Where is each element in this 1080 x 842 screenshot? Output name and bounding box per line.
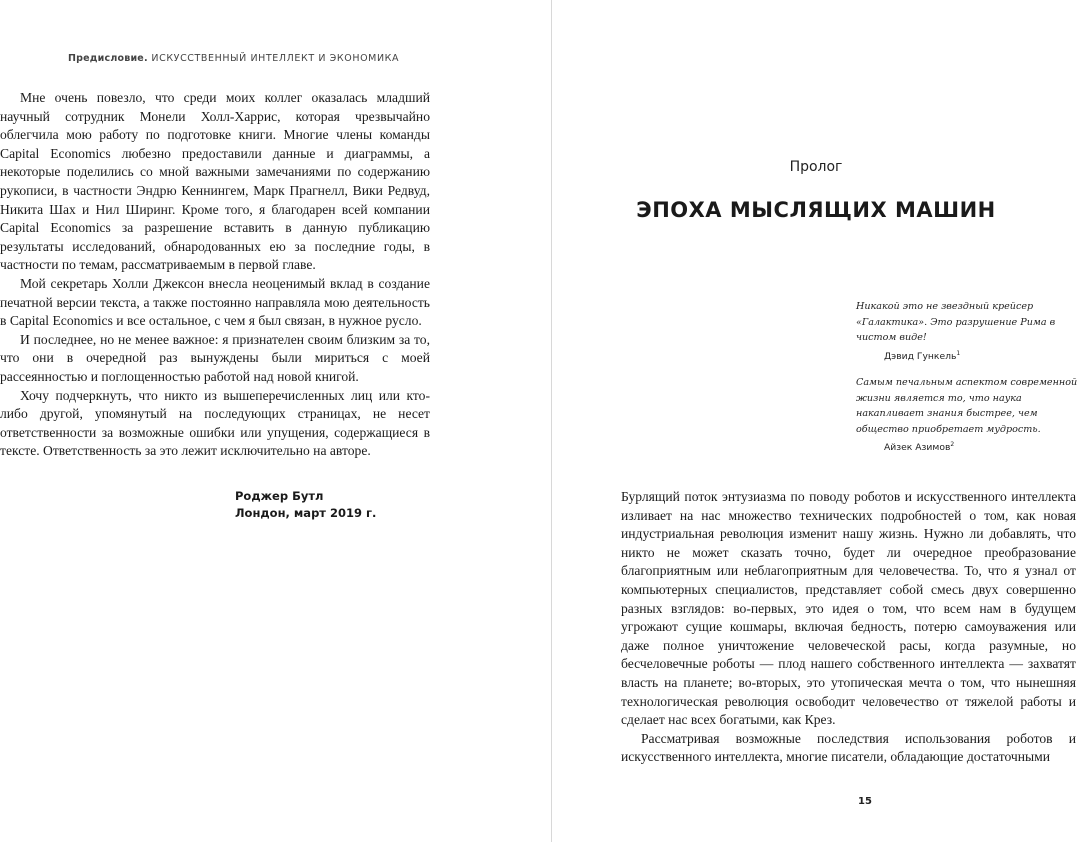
footnote-marker: 1: [956, 349, 961, 357]
epigraph-author-name: Айзек Азимов: [884, 442, 951, 454]
paragraph: Мне очень повезло, что среди моих коллег оказалась младший научный сотрудник Монели Холл-Харрис, которая чрезвычайно облегчила мою работу по подготовке книги. Многие члены команды Capital Economics любезно предоставили данные и диаграммы, а некоторые поделились со мной важными замечаниями по содержанию рукописи, в частности Эндрю Кеннингем, Марк Прагнелл, Вики Редвуд, Никита Шах и Нил Ширинг. Кроме того, я благодарен всей компании Capital Economics за разрешение вставить в данную публикацию результаты исследований, обнародованных ею за последние годы, в частности по темам, рассматриваемым в первой главе.: [0, 90, 430, 273]
left-body-text: [0, 89, 430, 461]
paragraph: И последнее, но не менее важное: я признателен своим близким за то, что они в очередной раз вынуждены были мириться с моей рассеянностью и поглощенностью работой над новой книгой.: [0, 331, 430, 384]
signature-name: Роджер Бутл: [235, 489, 324, 503]
epigraph-text: Никакой это не звездный крейсер «Галактика». Это разрушение Рима в чистом виде!: [856, 301, 1056, 343]
running-header: [68, 53, 399, 64]
epigraph-author: [856, 350, 1080, 362]
signature-place-date: Лондон, март 2019 г.: [235, 506, 377, 520]
right-body-text: [621, 488, 1076, 767]
paragraph: Рассматривая возможные последствия использования роботов и искусственного интеллекта, многие писатели, обладающие достаточными: [621, 730, 1076, 765]
paragraph: Бурлящий поток энтузиазма по поводу роботов и искусственного интеллекта изливает на нас множество технических подробностей о том, как новая индустриальная революция изменит нашу жизнь. Нужно ли добавлять, что никто не может сказать точно, будет ли очередное преобразование благоприятным или неблагоприятным для человечества. То, что я узнал от компьютерных специалистов, представляет собой смесь двух совершенно разных взглядов: во-первых, это идея о том, что всем нам в будущем угрожают сущие кошмары, включая бедность, потерю самоуважения или даже полное уничтожение человеческой расы, когда разумные, но бесчеловечные роботы — плод нашего собственного интеллекта — захватят власть на планете; во-вторых, это утопическая мечта о том, что нынешняя технологическая революция освободит человечество от тяжелой работы и сделает нас всех богатыми, как Крез.: [621, 489, 1076, 728]
paragraph: Мой секретарь Холли Джексон внесла неоценимый вклад в создание печатной версии текста, а также постоянно направляла мою деятельность в Capital Economics и все остальное, с чем я был связан, в нужное русло.: [0, 275, 430, 329]
epigraph: [856, 299, 1080, 362]
chapter-title: ЭПОХА МЫСЛЯЩИХ МАШИН: [636, 198, 996, 222]
prologue-label: Пролог: [789, 159, 843, 175]
epigraph: [856, 375, 1080, 453]
epigraph-author: [856, 441, 1080, 453]
paragraph: Хочу подчеркнуть, что никто из вышеперечисленных лиц или кто-либо другой, упомянутый на последующих страницах, не несет ответственности за возможные ошибки или упущения, содержащиеся в тексте. Ответственность за это лежит исключительно на авторе.: [0, 387, 430, 459]
running-header-section: Предисловие.: [68, 53, 148, 64]
signature: [235, 488, 376, 522]
running-header-title: ИСКУССТВЕННЫЙ ИНТЕЛЛЕКТ И ЭКОНОМИКА: [151, 53, 400, 64]
footnote-marker: 2: [950, 441, 955, 448]
right-page: [552, 0, 1080, 842]
epigraph-author-name: Дэвид Гункель: [884, 350, 957, 362]
page-number: 15: [858, 796, 872, 807]
epigraph-text: Самым печальным аспектом современной жизни является то, что наука накапливает знания быстрее, чем общество приобретает мудрость.: [856, 377, 1078, 435]
